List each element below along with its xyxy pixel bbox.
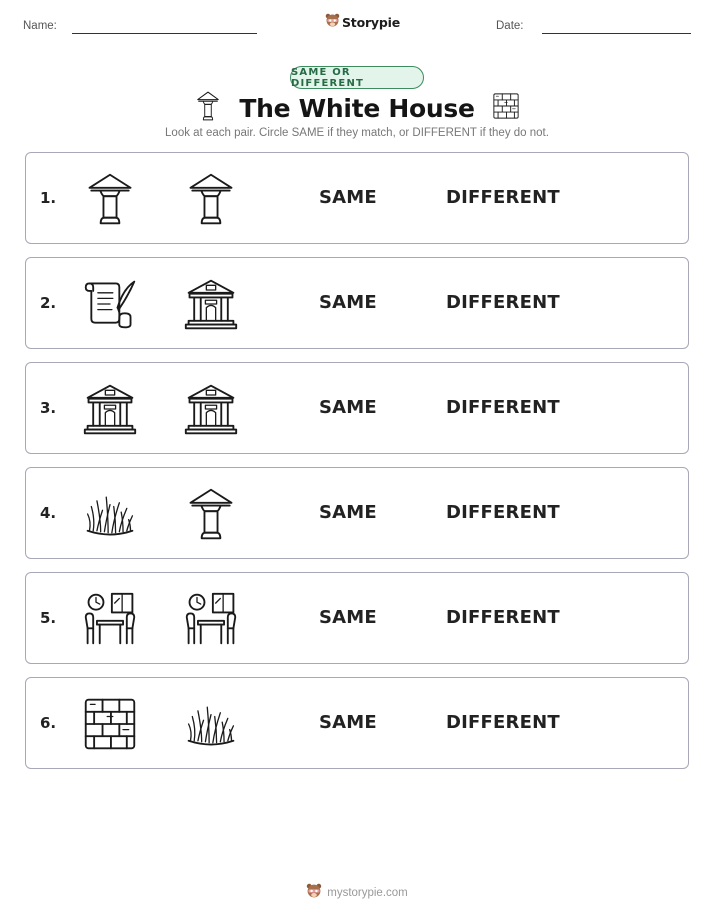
different-option[interactable]: DIFFERENT — [446, 187, 560, 208]
grass-icon — [183, 696, 239, 752]
question-number: 3. — [40, 399, 57, 417]
same-option[interactable]: SAME — [319, 502, 377, 523]
grass-icon — [82, 486, 138, 542]
government-building-icon — [183, 381, 239, 437]
date-line[interactable] — [542, 33, 691, 34]
government-building-icon — [183, 276, 239, 332]
column-icon — [183, 486, 239, 542]
question-number: 2. — [40, 294, 57, 312]
page-title: The White House — [239, 93, 475, 123]
question-row — [25, 572, 689, 664]
question-row — [25, 257, 689, 349]
dining-room-icon — [82, 591, 138, 647]
activity-badge: SAME OR DIFFERENT — [290, 66, 424, 89]
same-option[interactable]: SAME — [319, 397, 377, 418]
dining-room-icon — [183, 591, 239, 647]
scroll-quill-icon — [82, 276, 138, 332]
question-row — [25, 467, 689, 559]
question-number: 1. — [40, 189, 57, 207]
different-option[interactable]: DIFFERENT — [446, 292, 560, 313]
different-option[interactable]: DIFFERENT — [446, 712, 560, 733]
question-number: 4. — [40, 504, 57, 522]
brand-name: Storypie — [342, 15, 400, 30]
different-option[interactable]: DIFFERENT — [446, 502, 560, 523]
question-number: 5. — [40, 609, 57, 627]
footer-url[interactable]: mystorypie.com — [327, 887, 408, 899]
column-icon — [183, 171, 239, 227]
name-label: Name: — [23, 20, 57, 32]
same-option[interactable]: SAME — [319, 712, 377, 733]
column-icon — [82, 171, 138, 227]
storypie-mascot-icon — [325, 13, 340, 32]
same-option[interactable]: SAME — [319, 607, 377, 628]
different-option[interactable]: DIFFERENT — [446, 607, 560, 628]
name-line[interactable] — [72, 33, 257, 34]
same-option[interactable]: SAME — [319, 187, 377, 208]
column-icon — [194, 90, 222, 126]
date-label: Date: — [496, 20, 524, 32]
brick-wall-icon — [82, 696, 138, 752]
instructions: Look at each pair. Circle SAME if they match, or DIFFERENT if they do not. — [165, 127, 549, 139]
footer — [0, 883, 714, 903]
different-option[interactable]: DIFFERENT — [446, 397, 560, 418]
brick-wall-icon — [492, 92, 520, 124]
question-number: 6. — [40, 714, 57, 732]
storypie-mascot-icon — [306, 883, 322, 903]
question-row — [25, 362, 689, 454]
title-row — [0, 90, 714, 126]
brand-logo — [325, 13, 400, 32]
government-building-icon — [82, 381, 138, 437]
question-row — [25, 152, 689, 244]
same-option[interactable]: SAME — [319, 292, 377, 313]
question-row — [25, 677, 689, 769]
